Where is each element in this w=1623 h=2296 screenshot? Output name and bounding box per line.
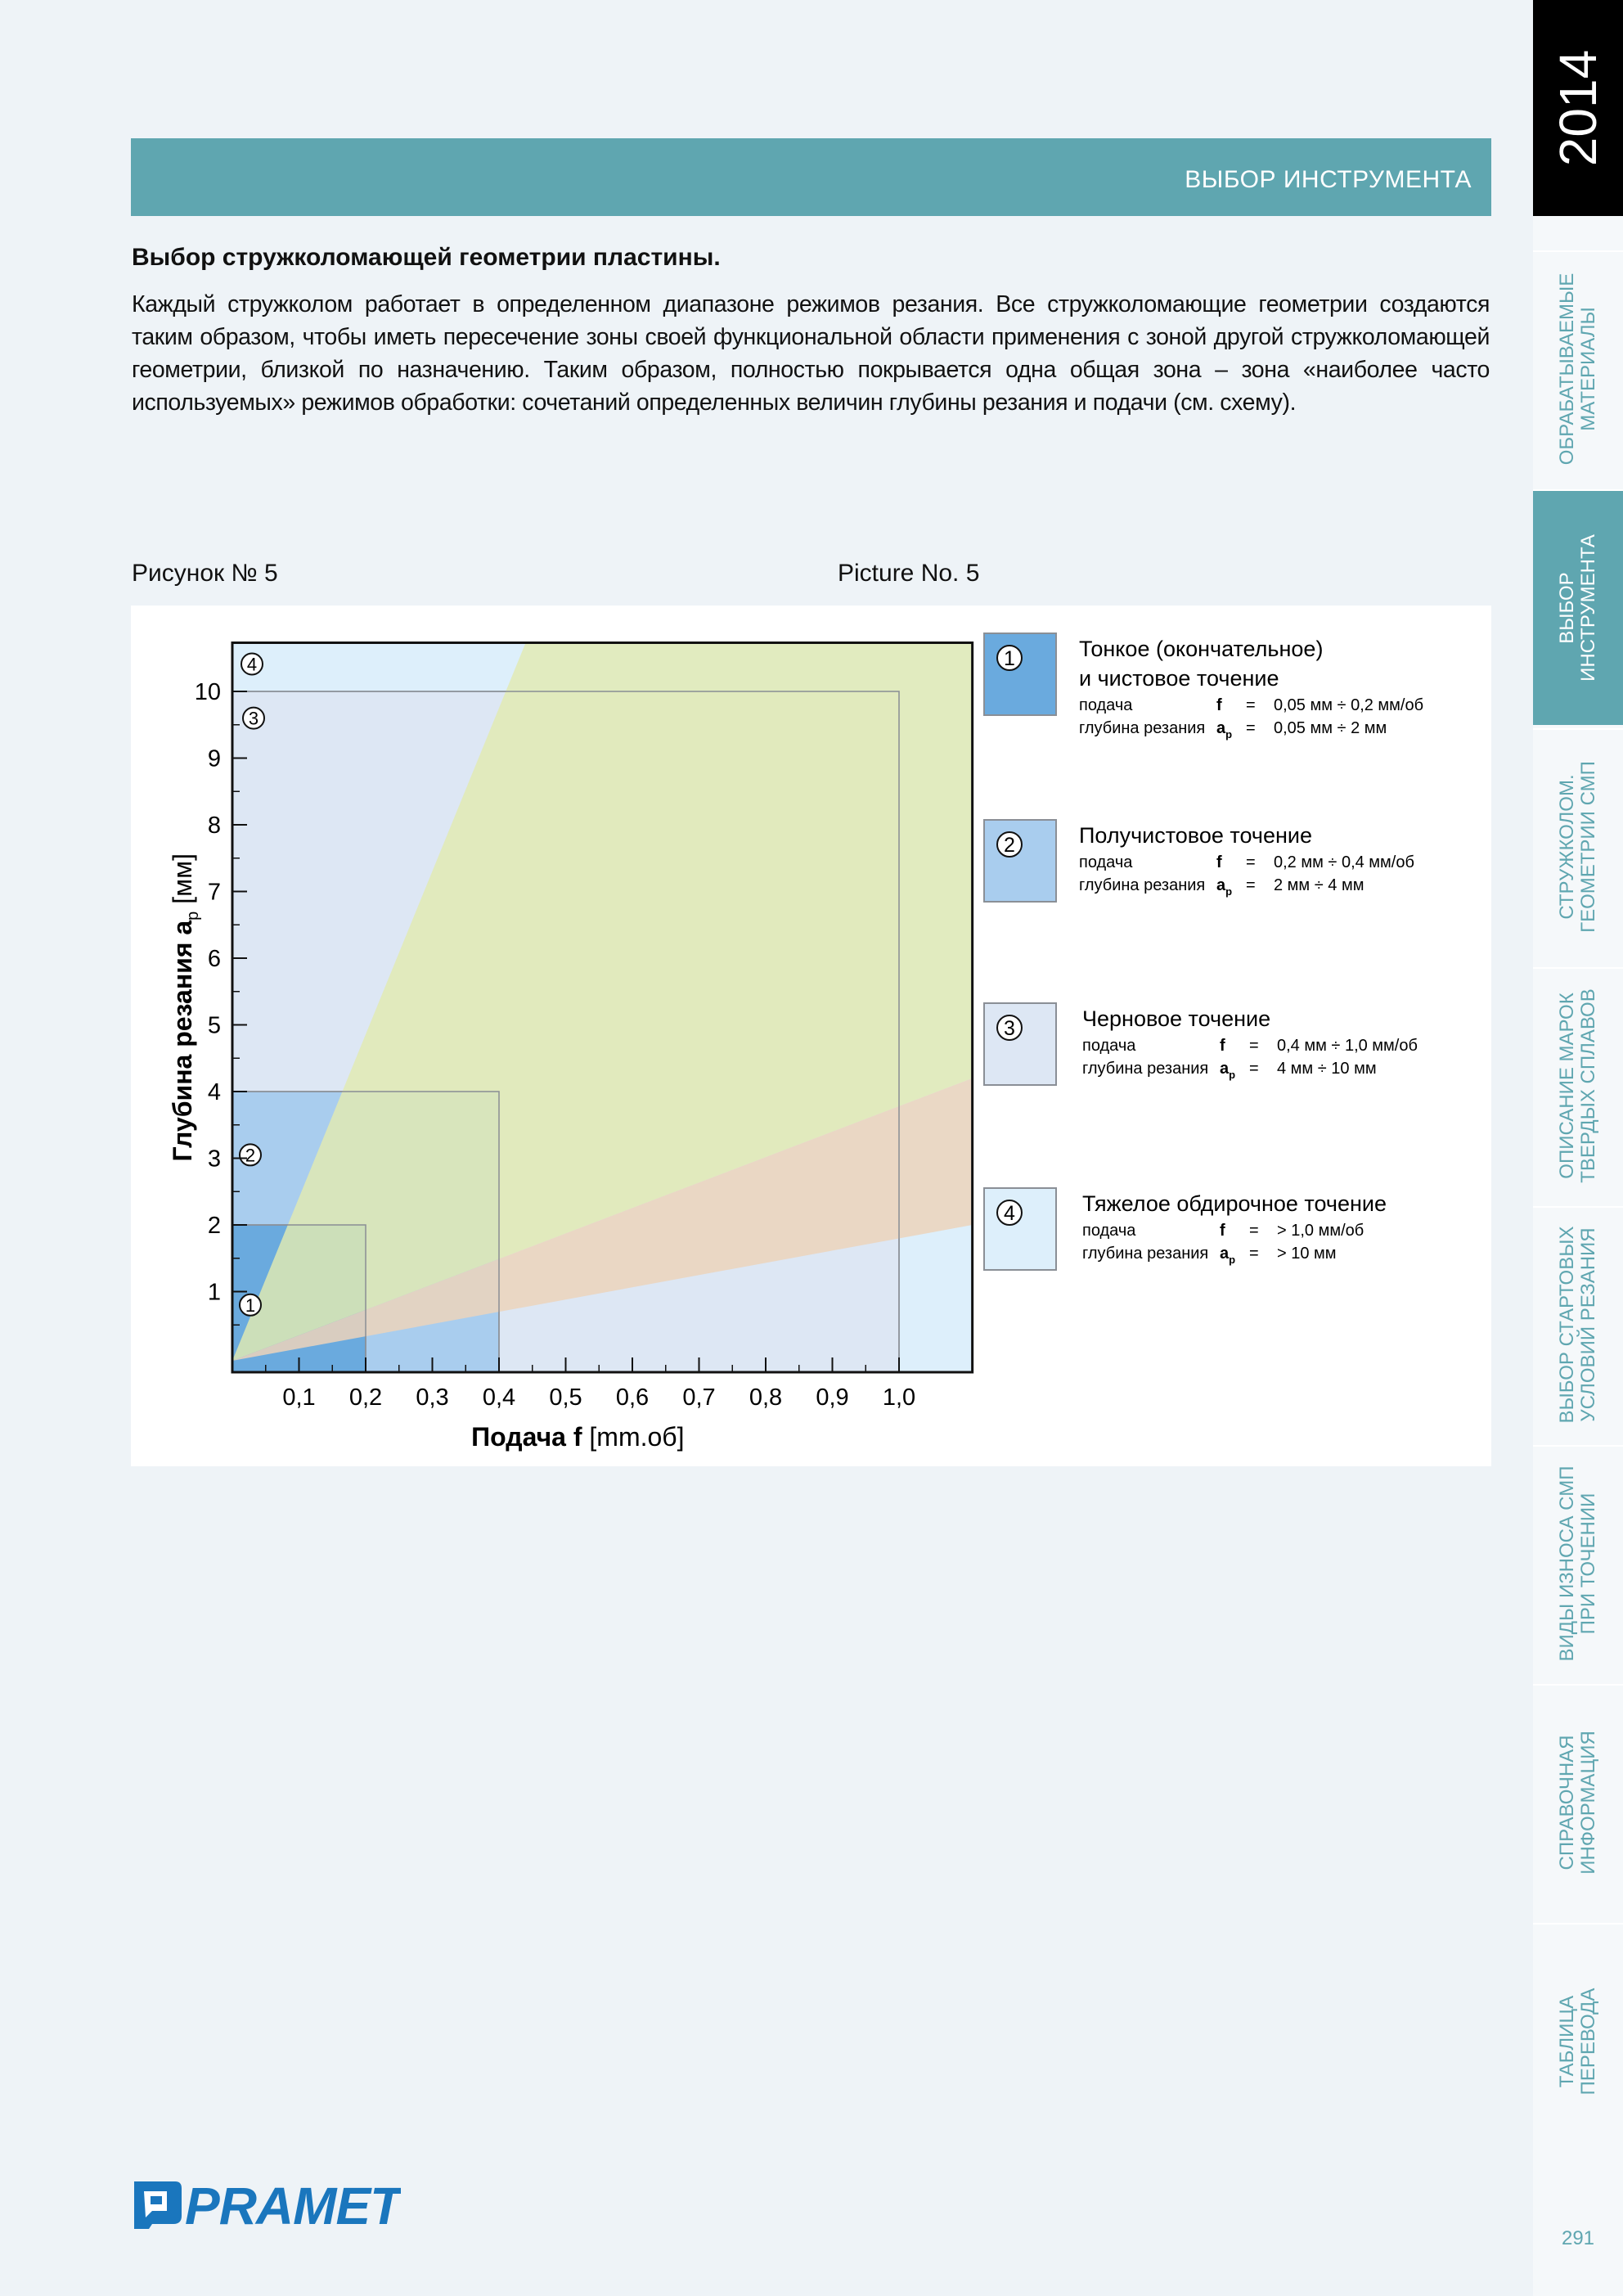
x-tick-label: 0,2 (348, 1384, 383, 1411)
legend-equals: = (1246, 719, 1256, 737)
legend-feed-label: подача (1079, 696, 1133, 714)
intro-paragraph: Каждый стружколом работает в определенном диапазоне режимов резания. Все стружколомающие геометрии создаются таким образом, чтобы иметь пересечение зоны своей функциональной области применения с зоной другой стружколомающей геометрии, близкой по назначению. Таким образом, полностью покрывается одна общая зона – зона «наиболее часто используемых» режимов обработки: сочетаний определенных величин глубины резания и подачи (см. схему). (132, 291, 1490, 416)
x-tick-label: 1,0 (882, 1384, 916, 1411)
side-tab-7[interactable] (1533, 1684, 1623, 1920)
legend-swatch (984, 820, 1056, 902)
figure-caption-ru: Рисунок № 5 (132, 560, 278, 587)
x-axis-label: Подача f [mm.об] (471, 1422, 685, 1452)
pramet-logo-graphic (131, 2177, 401, 2231)
legend-title: Тяжелое обдирочное точение (1082, 1191, 1387, 1216)
side-tab-label: ТАБЛИЦА ПЕРЕВОДА (1556, 1988, 1599, 2096)
side-tab-label: ОБРАБАТЫВАЕМЫЕ МАТЕРИАЛЫ (1556, 272, 1599, 466)
y-tick-label: 1 (207, 1279, 221, 1306)
x-tick-label: 0,3 (416, 1384, 449, 1411)
legend-feed-symbol: f (1220, 1037, 1225, 1055)
legend-depth-value: > 10 мм (1277, 1245, 1337, 1263)
x-tick-label: 0,7 (682, 1384, 716, 1411)
y-tick-label: 6 (207, 946, 221, 972)
legend-depth-label: глубина резания (1079, 876, 1206, 894)
legend-equals: = (1246, 696, 1256, 714)
side-tab-8[interactable] (1533, 1923, 1623, 2159)
legend-feed-label: подача (1082, 1222, 1136, 1240)
section-header-bar (131, 138, 1491, 216)
zone-3-marker-label: 3 (248, 708, 259, 729)
legend-equals: = (1249, 1245, 1259, 1263)
legend-title: Черновое точение (1082, 1006, 1271, 1031)
legend-number: 2 (1004, 834, 1015, 857)
legend-depth-value: 4 мм ÷ 10 мм (1277, 1060, 1377, 1078)
y-tick-label: 4 (207, 1079, 221, 1105)
legend-feed-label: подача (1082, 1037, 1136, 1055)
side-tab-4[interactable] (1533, 967, 1623, 1203)
legend-item-3 (984, 1003, 1418, 1085)
legend-feed-symbol: f (1220, 1222, 1225, 1240)
legend-depth-label: глубина резания (1082, 1060, 1209, 1078)
legend-depth-label: глубина резания (1082, 1245, 1209, 1263)
legend-feed-symbol: f (1216, 853, 1222, 871)
legend-depth-symbol: $a_p$ (1216, 719, 1233, 741)
legend-swatch (984, 1003, 1056, 1085)
legend-depth-symbol: $a_p$ (1220, 1245, 1236, 1266)
legend-number: 4 (1004, 1202, 1015, 1225)
side-tab-3[interactable] (1533, 728, 1623, 964)
y-axis-label: Глубина резания $a_p$ [мм] (168, 853, 202, 1162)
legend-feed-value: > 1,0 мм/об (1277, 1222, 1364, 1240)
legend-item-4 (984, 1188, 1387, 1270)
side-tab-label: ВЫБОР СТАРТОВЫХ УСЛОВИЙ РЕЗАНИЯ (1556, 1226, 1599, 1424)
legend-title: Тонкое (окончательное) (1079, 637, 1324, 661)
legend-depth-symbol: $a_p$ (1216, 876, 1233, 898)
section-title: ВЫБОР ИНСТРУМЕНТА (1185, 166, 1472, 193)
legend-feed-symbol: f (1216, 696, 1222, 714)
legend-number: 3 (1004, 1017, 1015, 1040)
pramet-logo (131, 2177, 401, 2235)
legend-number: 1 (1004, 647, 1015, 670)
x-tick-label: 0,1 (282, 1384, 316, 1411)
year-block (1533, 0, 1623, 216)
side-navigation (1533, 0, 1623, 2296)
y-tick-label: 2 (207, 1213, 221, 1239)
side-tab-1[interactable] (1533, 250, 1623, 486)
legend-depth-label: глубина резания (1079, 719, 1206, 737)
year-label: 2014 (1549, 49, 1607, 167)
y-tick-label: 9 (207, 745, 221, 772)
x-tick-label: 0,5 (549, 1384, 582, 1411)
cutting-zones-chart (131, 606, 1491, 1466)
x-tick-label: 0,6 (615, 1384, 650, 1411)
legend-depth-value: 2 мм ÷ 4 мм (1274, 876, 1364, 894)
side-tab-2[interactable] (1533, 489, 1623, 725)
legend-depth-symbol: $a_p$ (1220, 1060, 1236, 1081)
legend-equals: = (1249, 1060, 1259, 1078)
legend-equals: = (1249, 1222, 1259, 1240)
side-tab-label: СТРУЖКОЛОМ. ГЕОМЕТРИИ СМП (1556, 761, 1599, 933)
legend-title: Получистовое точение (1079, 823, 1312, 848)
y-tick-label: 10 (194, 679, 221, 705)
legend-feed-value: 0,2 мм ÷ 0,4 мм/об (1274, 853, 1414, 871)
legend-feed-value: 0,4 мм ÷ 1,0 мм/об (1277, 1037, 1418, 1055)
x-tick-label: 0,8 (749, 1384, 783, 1411)
legend-feed-label: подача (1079, 853, 1133, 871)
side-tab-5[interactable] (1533, 1206, 1623, 1442)
page-number: 291 (1561, 2227, 1595, 2249)
legend-swatch (984, 1188, 1056, 1270)
legend-item-2 (984, 820, 1414, 902)
legend-title: и чистовое точение (1079, 666, 1279, 691)
legend-equals: = (1249, 1037, 1259, 1055)
legend-feed-value: 0,05 мм ÷ 0,2 мм/об (1274, 696, 1424, 714)
legend-depth-value: 0,05 мм ÷ 2 мм (1274, 719, 1387, 737)
page-heading: Выбор стружколомающей геометрии пластины. (132, 244, 721, 271)
y-tick-label: 3 (207, 1146, 221, 1173)
legend-swatch (984, 633, 1056, 715)
y-tick-label: 7 (207, 879, 221, 906)
x-tick-label: 0,4 (482, 1384, 516, 1411)
figure-caption-en: Picture No. 5 (838, 560, 980, 587)
y-tick-label: 5 (207, 1012, 221, 1039)
side-tab-label: ВИДЫ ИЗНОСА СМП ПРИ ТОЧЕНИИ (1556, 1465, 1599, 1662)
svg-text:PRAMET: PRAMET (185, 2177, 401, 2231)
y-tick-label: 8 (207, 813, 221, 839)
side-tab-label: ВЫБОР ИНСТРУМЕНТА (1556, 534, 1599, 682)
side-tab-label: СПРАВОЧНАЯ ИНФОРМАЦИЯ (1556, 1731, 1599, 1875)
side-tab-label: ОПИСАНИЕ МАРОК ТВЕРДЫХ СПЛАВОВ (1556, 988, 1599, 1183)
legend-equals: = (1246, 876, 1256, 894)
figure-panel (131, 606, 1491, 1466)
zone-2-marker-label: 2 (245, 1145, 256, 1166)
legend-equals: = (1246, 853, 1256, 871)
side-tab-6[interactable] (1533, 1445, 1623, 1681)
zone-4-marker-label: 4 (246, 654, 258, 675)
x-tick-label: 0,9 (816, 1384, 849, 1411)
zone-1-marker-label: 1 (245, 1294, 256, 1316)
legend-item-1 (984, 633, 1423, 741)
